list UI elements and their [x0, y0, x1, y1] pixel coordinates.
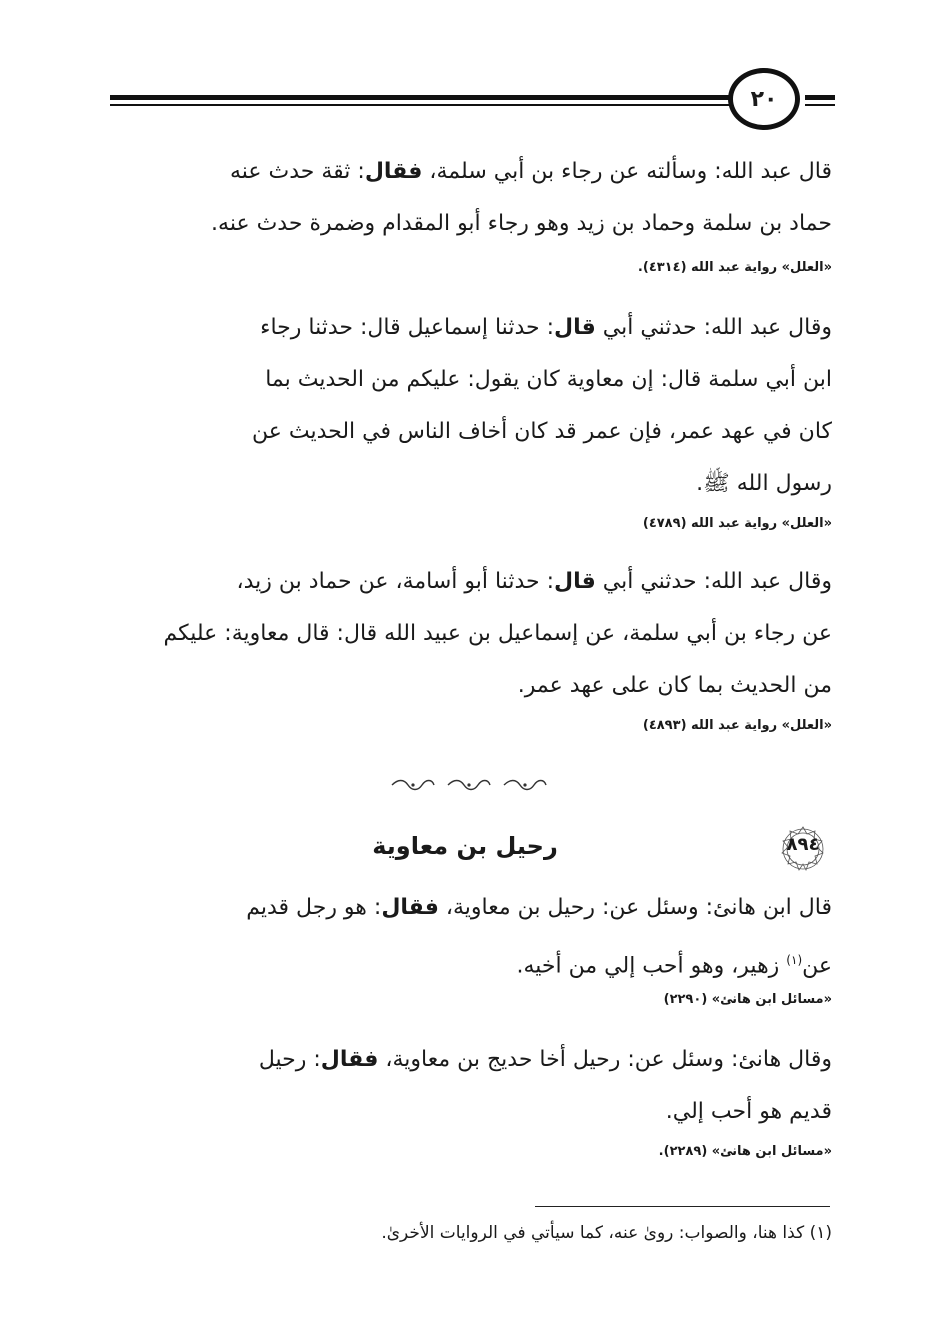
paragraph-line: وقال عبد الله: حدثني أبي قال: حدثنا أبو أسامة، عن حماد بن زيد، [236, 569, 832, 594]
paragraph-line: رسول الله ﷺ. [696, 471, 832, 496]
ornament-swirl-icon [446, 779, 492, 791]
header-rule-thick-right [805, 95, 835, 100]
source-citation: «مسائل ابن هانئ» (٢٢٨٩). [658, 1144, 832, 1159]
paragraph-line: وقال عبد الله: حدثني أبي قال: حدثنا إسماعيل قال: حدثنا رجاء [260, 315, 832, 340]
paragraph-line: حماد بن سلمة وحماد بن زيد وهو رجاء أبو المقدام وضمرة حدث عنه. [211, 211, 832, 236]
ornament-swirl-icon [502, 779, 548, 791]
source-citation: «مسائل ابن هانئ» (٢٢٩٠) [663, 992, 832, 1007]
ornamental-divider [390, 778, 548, 792]
paragraph-1 [108, 146, 832, 250]
header-rule-thick [110, 95, 730, 100]
footnote: (١) كذا هنا، والصواب: روىٰ عنه، كما سيأتي في الروايات الأخرىٰ. [381, 1223, 832, 1243]
source-citation: «العلل» رواية عبد الله (٤٨٩٣) [642, 718, 832, 733]
header-rule-thin-right [805, 104, 835, 106]
paragraph-line: وقال هانئ: وسئل عن: رحيل أخا حديج بن معاوية، فقال: رحيل [258, 1047, 832, 1072]
paragraph-line: كان في عهد عمر، فإن عمر قد كان أخاف الناس في الحديث عن [251, 419, 832, 444]
paragraph-line: عن رجاء بن أبي سلمة، عن إسماعيل بن عبيد الله قال: قال معاوية: عليكم [163, 621, 832, 646]
paragraph-2 [108, 302, 832, 510]
paragraph-line: قال عبد الله: وسألته عن رجاء بن أبي سلمة، فقال: ثقة حدث عنه [229, 159, 832, 184]
paragraph-4 [108, 882, 832, 992]
section-title: رحيل بن معاوية [372, 832, 558, 860]
entry-number: ٨٩٤ [786, 834, 820, 855]
ornament-swirl-icon [390, 779, 436, 791]
paragraph-line: قديم هو أحب إلي. [665, 1099, 832, 1124]
paragraph-5 [108, 1034, 832, 1138]
paragraph-line: قال ابن هانئ: وسئل عن: رحيل بن معاوية، فقال: هو رجل قديم [246, 895, 832, 920]
source-citation: «العلل» رواية عبد الله (٤٣١٤). [637, 260, 832, 275]
footnote-rule [535, 1206, 830, 1207]
page-number: ٢٠ [728, 68, 800, 130]
header-rule-thin [110, 104, 730, 106]
paragraph-line: عن$^{(١)}$ زهير، وهو أحب إلي من أخيه. [516, 953, 832, 979]
source-citation: «العلل» رواية عبد الله (٤٧٨٩) [642, 516, 832, 531]
paragraph-line: ابن أبي سلمة قال: إن معاوية كان يقول: عليكم من الحديث بما [265, 367, 832, 392]
paragraph-3 [108, 556, 832, 712]
paragraph-line: من الحديث بما كان على عهد عمر. [517, 673, 832, 698]
